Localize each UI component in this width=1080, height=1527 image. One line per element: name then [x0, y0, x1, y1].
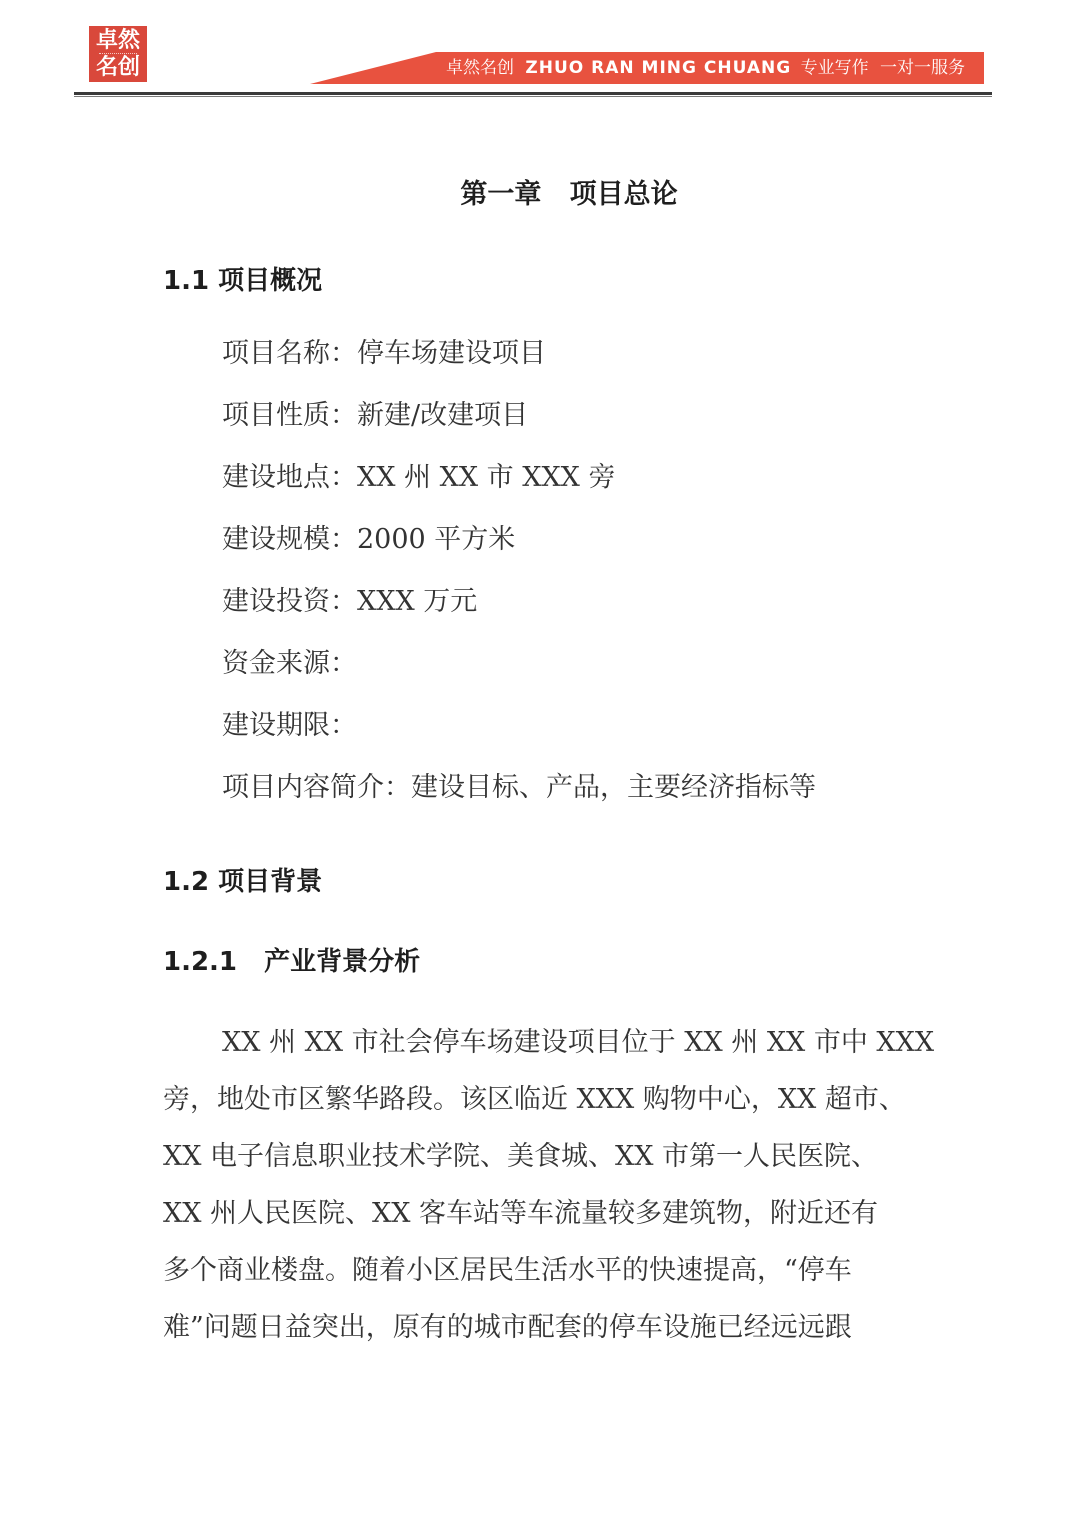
paragraph-line: 难”问题日益突出，原有的城市配套的停车设施已经远远跟	[163, 1312, 852, 1343]
overview-item-summary: 项目内容简介：建设目标、产品，主要经济指标等	[222, 772, 816, 803]
overview-item-investment: 建设投资：XXX 万元	[222, 586, 478, 617]
paragraph-line: XX 州人民医院、XX 客车站等车流量较多建筑物，附近还有	[163, 1198, 879, 1229]
paragraph-line: XX 州 XX 市社会停车场建设项目位于 XX 州 XX 市中 XXX	[222, 1027, 935, 1058]
paragraph-line: 旁，地处市区繁华路段。该区临近 XXX 购物中心，XX 超市、	[163, 1084, 906, 1115]
section-heading-1-2: 1.2 项目背景	[163, 867, 323, 897]
overview-item-funding: 资金来源：	[222, 648, 357, 679]
banner-brand-en: ZHUO RAN MING CHUANG	[525, 58, 792, 78]
header-banner	[436, 52, 984, 84]
header-rule	[74, 92, 992, 95]
logo-text-line1: 卓然	[95, 28, 140, 53]
overview-item-nature: 项目性质：新建/改建项目	[222, 400, 529, 431]
banner-service-writing: 专业写作	[800, 58, 869, 78]
chapter-title: 第一章 项目总论	[460, 179, 678, 210]
banner-brand-cn: 卓然名创	[446, 58, 514, 78]
overview-item-location: 建设地点：XX 州 XX 市 XXX 旁	[222, 462, 616, 493]
header-rule-thin	[74, 96, 992, 97]
overview-item-name: 项目名称：停车场建设项目	[222, 338, 546, 369]
subsection-heading-1-2-1: 1.2.1 产业背景分析	[163, 947, 421, 977]
brand-logo	[89, 26, 147, 82]
banner-service-one-on-one: 一对一服务	[880, 58, 966, 78]
paragraph-line: 多个商业楼盘。随着小区居民生活水平的快速提高，“停车	[163, 1255, 852, 1286]
overview-item-period: 建设期限：	[222, 710, 357, 741]
paragraph-line: XX 电子信息职业技术学院、美食城、XX 市第一人民医院、	[163, 1141, 879, 1172]
banner-wedge	[310, 52, 436, 84]
overview-item-scale: 建设规模：2000 平方米	[222, 524, 516, 555]
logo-text-line2: 名创	[95, 55, 140, 80]
section-heading-1-1: 1.1 项目概况	[163, 266, 323, 296]
